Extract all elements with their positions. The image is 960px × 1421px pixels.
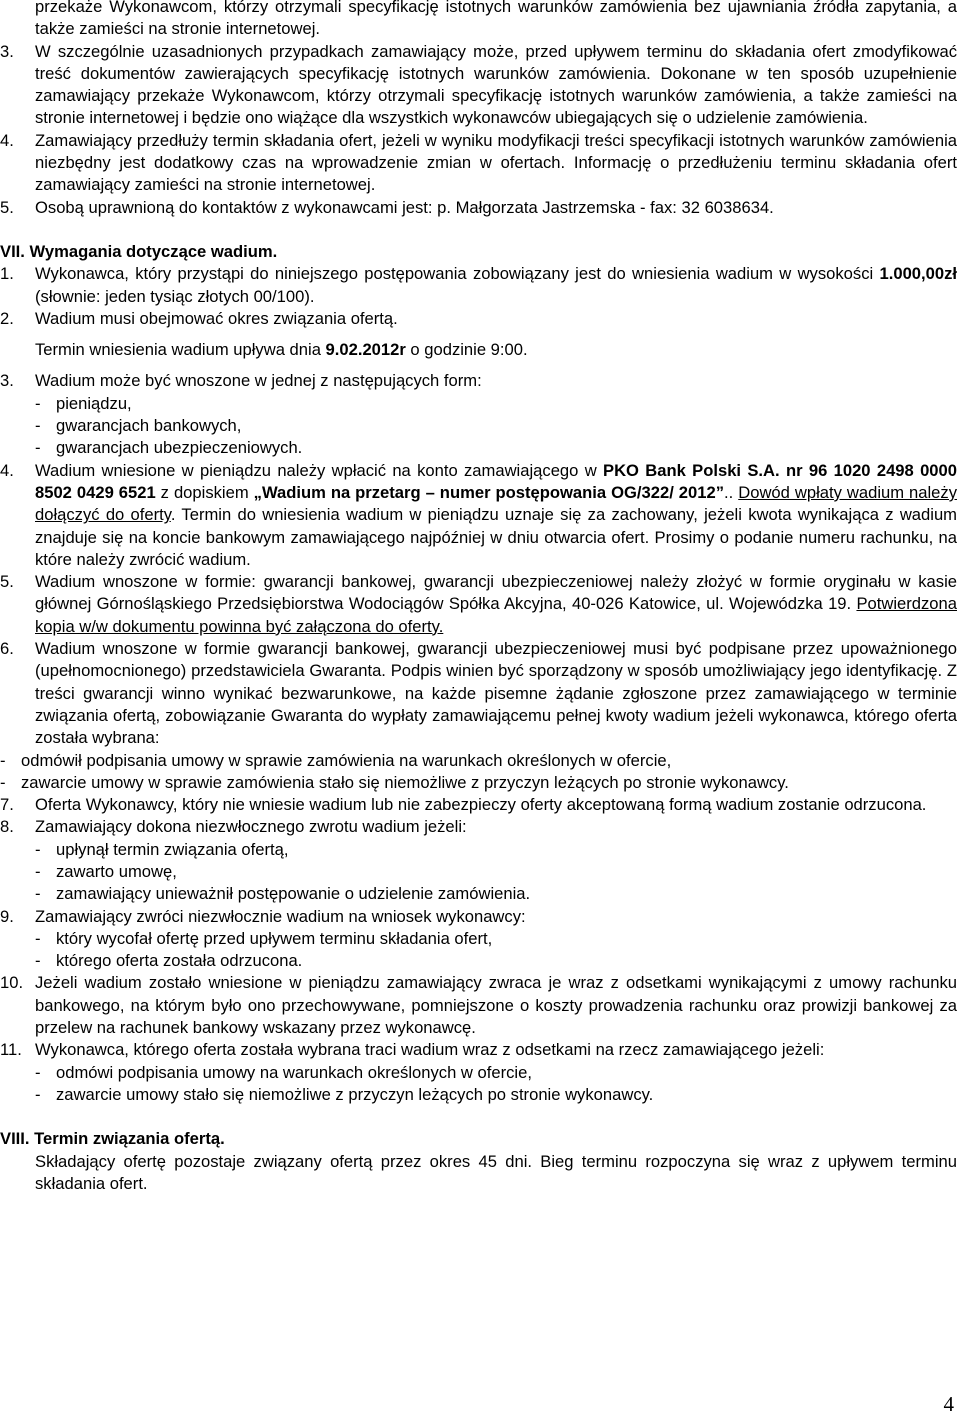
list-item: - odmówi podpisania umowy na warunkach określonych w ofercie,: [35, 1062, 532, 1082]
item-text: Zamawiający dokona niezwłocznego zwrotu wadium jeżeli:: [35, 817, 467, 837]
list-item: [0, 41, 960, 130]
list-item: - zawarcie umowy w sprawie zamówienia stało się niemożliwe z przyczyn leżących po stronie wykonawcy.: [0, 772, 789, 792]
item-text: W szczególnie uzasadnionych przypadkach zamawiający może, przed upływem terminu do składania ofert zmodyfikować treść dokumentów zawierających specyfikację istotnych warunków zamówienia. Dokonane w ten sposób uzupełnienie zamawiający przekaże Wykonawcom, którzy otrzymali specyfikację istotnych warunków zamówienia, a także zamieści na stronie internetowej i będzie ono wiążące dla wszystkich wykonawców ubiegających się o udzielenie zamówienia.: [35, 41, 957, 128]
item-text: Wykonawca, który przystąpi do niniejszego postępowania zobowiązany jest do wniesienia wadium w wysokości: [35, 264, 880, 284]
page-number: 4: [943, 1392, 954, 1416]
list-item: [0, 816, 960, 905]
list-item: 4. Wadium wniesione w pieniądzu należy wpłacić na konto zamawiającego w PKO Bank Polski S.A. nr 96 1020 2498 0000 8502 0429 6521 z dopiskiem „Wadium na przetarg – numer postępowania OG/322/ 2012”.. Dowód wpłaty wadium należy dołączyć do oferty. Termin do wniesienia wadium w pieniądzu uznaje się za zachowany, jeżeli kwota wynikająca z wadium znajduje się na koncie bankowym zamawiającego najpóźniej w dniu otwarcia ofert. Prosimy o podanie numeru rachunku, na które należy zwrócić wadium.: [0, 460, 957, 569]
item-text: Składający ofertę pozostaje związany ofertą przez okres 45 dni. Bieg terminu rozpoczyna się wraz z upływem terminu składania ofert.: [35, 1151, 957, 1193]
deadline-date: 9.02.2012r: [325, 340, 406, 360]
list-item: [0, 972, 960, 1039]
list-item: - zawarcie umowy stało się niemożliwe z przyczyn leżących po stronie wykonawcy.: [35, 1084, 654, 1104]
underlined-note: Potwierdzona kopia w/w dokumentu powinna być załączona do oferty.: [35, 594, 957, 636]
list-item: 5. Wadium wnoszone w formie: gwarancji bankowej, gwarancji ubezpieczeniowej należy złożyć w formie oryginału w kasie głównej Górnośląskiego Przedsiębiorstwa Wodociągów Spółka Akcyjna, 40-026 Katowice, ul. Wojewódzka 19. Potwierdzona kopia w/w dokumentu powinna być załączona do oferty.: [0, 572, 957, 636]
item-number: 9.: [0, 906, 14, 926]
wadium-amount: 1.000,00zł: [879, 264, 957, 284]
item-number: 8.: [0, 817, 14, 837]
item-text: Wadium wnoszone w formie gwarancji bankowej, gwarancji ubezpieczeniowej musi być podpisane przez upoważnionego (upełnomocnionego) przedstawiciela Gwaranta. Podpis winien być sporządzony w sposób umożliwiający jego identyfikację. Z treści gwarancji winno wynikać bezwarunkowe, na każde pisemne żądanie zgłoszone przez zamawiającego w terminie związania ofertą, zobowiązanie Gwaranta do wypłaty zamawiającemu pełnej kwoty wadium jeżeli wykonawca, którego oferta została wybrana:: [35, 639, 957, 748]
item-number: 11.: [0, 1040, 22, 1060]
list-item: [0, 906, 960, 973]
list-item: - gwarancjach ubezpieczeniowych.: [35, 438, 303, 458]
list-item: - pieniądzu,: [35, 393, 132, 413]
validity-paragraph: [0, 1151, 960, 1196]
list-item: [0, 794, 960, 816]
section-heading-viii: VIII. Termin związania ofertą.: [0, 1129, 225, 1149]
item-number: 3.: [0, 41, 14, 61]
contact-person: Osobą uprawnioną do kontaktów z wykonawcami jest: p. Małgorzata Jastrzemska - fax: 32 6038634.: [35, 197, 774, 217]
list-item: - który wycofał ofertę przed upływem terminu składania ofert,: [35, 928, 493, 948]
list-item: [0, 197, 960, 219]
item-number: 4.: [0, 460, 14, 480]
list-item: [0, 263, 960, 308]
list-item: - gwarancjach bankowych,: [35, 416, 242, 436]
list-item: - upłynął termin związania ofertą,: [35, 839, 289, 859]
continued-text: przekaże Wykonawcom, którzy otrzymali specyfikację istotnych warunków zamówienia bez ujawniania źródła zapytania, a także zamieści na stronie internetowej.: [35, 0, 957, 39]
list-item: - odmówił podpisania umowy w sprawie zamówienia na warunkach określonych w ofercie,: [0, 750, 672, 770]
item-number: 4.: [0, 130, 14, 150]
item-number: 5.: [0, 197, 14, 217]
list-item: [0, 638, 960, 794]
list-item: - zawarto umowę,: [35, 861, 177, 881]
continued-paragraph: [0, 0, 960, 41]
bank-account: PKO Bank Polski S.A. nr 96 1020 2498 0000 8502 0429 6521: [35, 460, 957, 502]
list-item: - zamawiający unieważnił postępowanie o udzielenie zamówienia.: [35, 884, 531, 904]
list-item: [0, 308, 960, 362]
item-text: (słownie: jeden tysiąc złotych 00/100).: [35, 286, 315, 306]
item-text: Oferta Wykonawcy, który nie wniesie wadium lub nie zabezpieczy oferty akceptowaną formą wadium zostanie odrzucona.: [35, 795, 927, 815]
item-text: Zamawiający przedłuży termin składania ofert, jeżeli w wyniku modyfikacji treści specyfikacji istotnych warunków zamówienia niezbędny jest dodatkowy czas na wprowadzenie zmian w ofertach. Informację o przedłużeniu terminu składania ofert zamawiający zamieści na stronie internetowej.: [35, 130, 957, 195]
item-number: 7.: [0, 795, 14, 815]
item-text: Wykonawca, którego oferta została wybrana traci wadium wraz z odsetkami na rzecz zamawiającego jeżeli:: [35, 1040, 825, 1060]
item-number: 5.: [0, 572, 14, 592]
item-text: Wadium może być wnoszone w jednej z następujących form:: [35, 371, 482, 391]
list-item: [0, 1039, 960, 1106]
item-number: 10.: [0, 973, 24, 993]
item-number: 1.: [0, 264, 14, 284]
list-item: [0, 370, 960, 459]
item-number: 2.: [0, 308, 14, 328]
list-item: - którego oferta została odrzucona.: [35, 951, 303, 971]
underlined-note: Dowód wpłaty wadium należy dołączyć do oferty: [35, 482, 957, 525]
section-heading-vii: VII. Wymagania dotyczące wadium.: [0, 241, 278, 261]
deadline-line: Termin wniesienia wadium upływa dnia 9.02.2012r o godzinie 9:00.: [35, 340, 528, 360]
item-text: Zamawiający zwróci niezwłocznie wadium na wniosek wykonawcy:: [35, 906, 526, 926]
item-number: 6.: [0, 639, 14, 659]
item-text: Jeżeli wadium zostało wniesione w pieniądzu zamawiający zwraca je wraz z odsetkami wynikającymi z umowy rachunku bankowego, na którym było ono przechowywane, pomniejszone o koszty prowadzenia rachunku oraz prowizji bankowej za przelew na rachunek bankowy wskazany przez wykonawcę.: [35, 973, 957, 1038]
transfer-note: „Wadium na przetarg – numer postępowania OG/322/ 2012”: [253, 482, 725, 502]
list-item: [0, 130, 960, 197]
item-text: Wadium musi obejmować okres związania ofertą.: [35, 308, 398, 328]
item-number: 3.: [0, 371, 14, 391]
